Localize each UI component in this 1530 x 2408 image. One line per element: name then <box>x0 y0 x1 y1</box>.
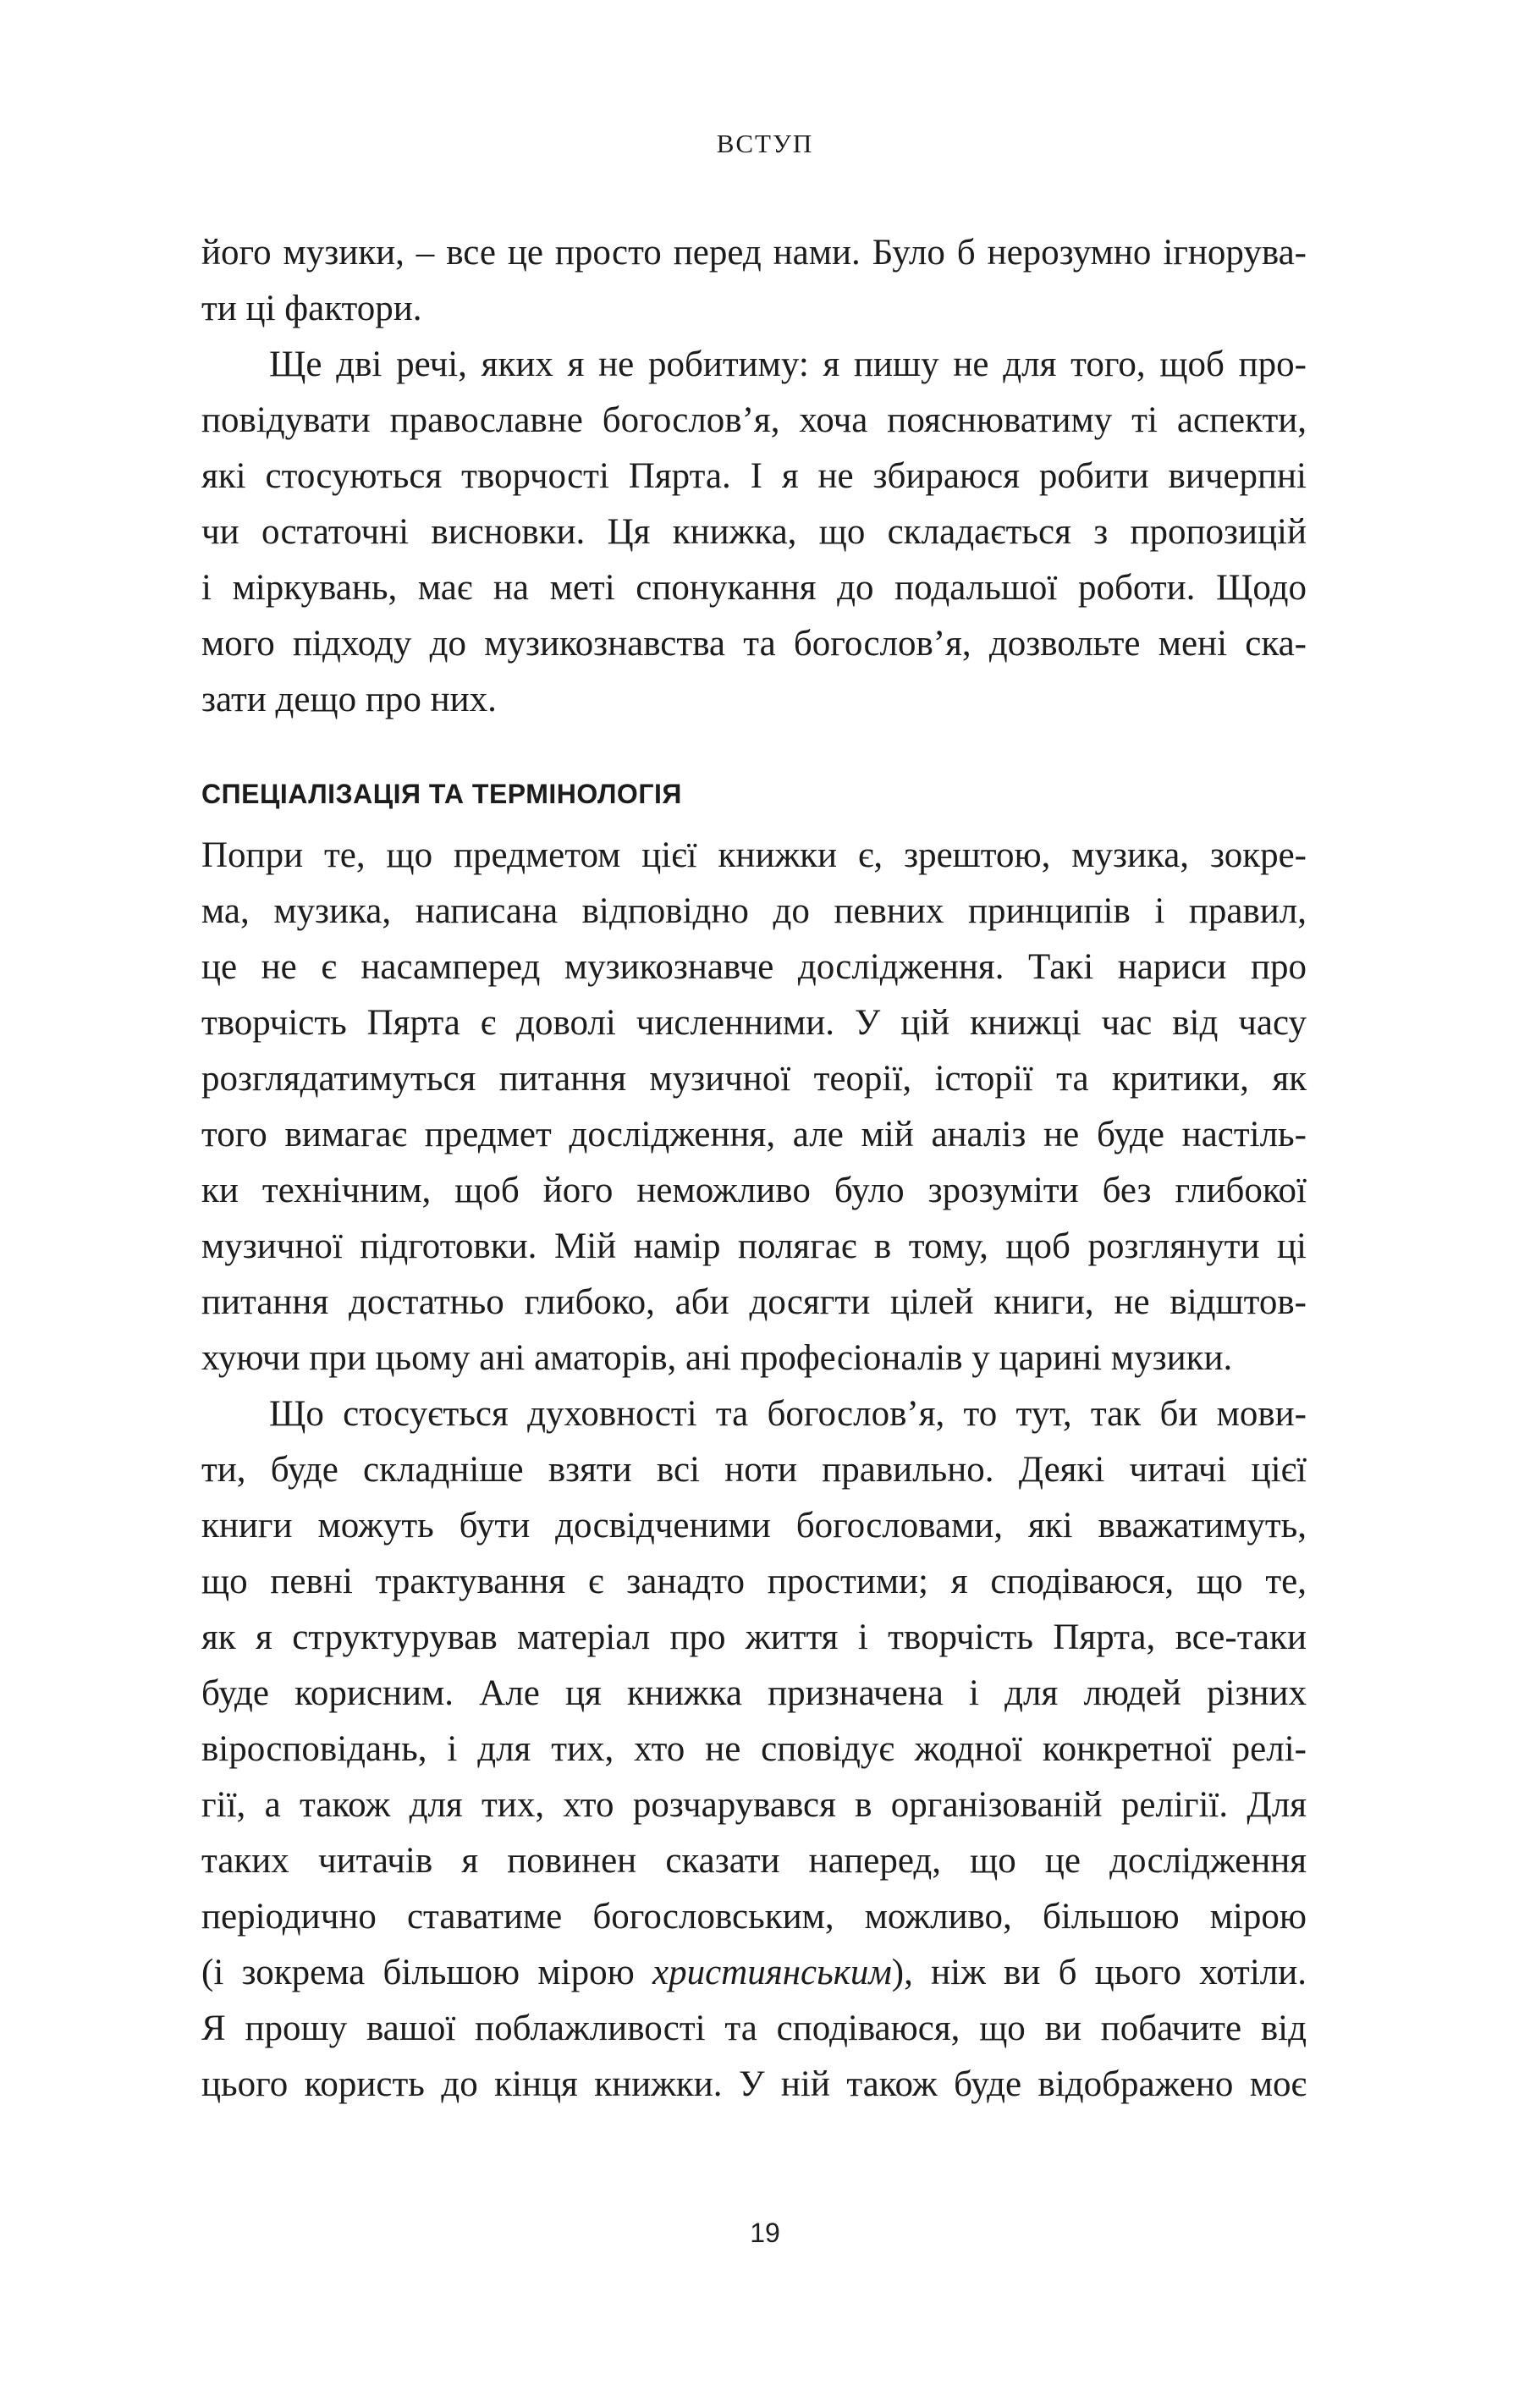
text-line: як я структурував матеріал про життя і творчість Пярта, все-таки <box>201 1617 1307 1657</box>
text-line: Ще дві речі, яких я не робитиму: я пишу не для того, щоб про- <box>269 344 1307 384</box>
text-line-with-italic <box>201 1945 1307 2001</box>
text-line: цього користь до кінця книжки. У ній також буде відображено моє <box>201 2064 1307 2104</box>
text-line: і міркувань, має на меті спонукання до подальшої роботи. Щодо <box>201 568 1307 608</box>
italic-term: християнським <box>652 1953 892 1992</box>
text-line: мого підходу до музикознавства та богослов’я, дозвольте мені ска- <box>201 624 1307 664</box>
text-line: Попри те, що предметом цієї книжки є, зрештою, музика, зокре- <box>201 835 1307 875</box>
text-line: творчість Пярта є доволі численними. У цій книжці час від часу <box>201 1003 1307 1043</box>
text-line: Що стосується духовності та богослов’я, то тут, так би мови- <box>269 1394 1307 1434</box>
text-fragment: (і зокрема більшою мірою <box>201 1953 652 1992</box>
text-line: того вимагає предмет дослідження, але мій аналіз не буде настіль- <box>201 1115 1307 1154</box>
text-line: музичної підготовки. Мій намір полягає в тому, щоб розглянути ці <box>201 1226 1307 1266</box>
text-line: ти, буде складніше взяти всі ноти правильно. Деякі читачі цієї <box>201 1450 1307 1490</box>
text-line: які стосуються творчості Пярта. І я не збираюся робити вичерпні <box>201 456 1307 496</box>
text-line: віросповідань, і для тих, хто не сповідує жодної конкретної релі- <box>201 1729 1307 1769</box>
text-line: його музики, – все це просто перед нами. Було б нерозумно ігнорува- <box>201 233 1307 273</box>
text-line: книги можуть бути досвідченими богословами, які вважатимуть, <box>201 1506 1307 1546</box>
text-line: ма, музика, написана відповідно до певних принципів і правил, <box>201 891 1307 931</box>
text-line: зати дещо про них. <box>201 680 497 719</box>
section-text-block <box>201 828 1307 2113</box>
text-line: хуючи при цьому ані аматорів, ані професіоналів у царині музики. <box>201 1338 1233 1378</box>
text-line: питання достатньо глибоко, аби досягти цілей книги, не відштов- <box>201 1282 1307 1322</box>
text-line: що певні трактування є занадто простими; я сподіваюся, що те, <box>201 1562 1307 1601</box>
section-heading: СПЕЦІАЛІЗАЦІЯ ТА ТЕРМІНОЛОГІЯ <box>201 779 682 809</box>
text-fragment: ), ніж ви б цього хотіли. <box>891 1953 1307 1992</box>
text-line: таких читачів я повинен сказати наперед, що це дослідження <box>201 1841 1307 1881</box>
text-line: буде корисним. Але ця книжка призначена і для людей різних <box>201 1673 1307 1713</box>
text-line: розглядатимуться питання музичної теорії, історії та критики, як <box>201 1059 1307 1099</box>
text-line: ки технічним, щоб його неможливо було зрозуміти без глибокої <box>201 1171 1307 1210</box>
page-number: 19 <box>750 2218 780 2248</box>
text-line: періодично ставатиме богословським, можливо, більшою мірою <box>201 1897 1307 1937</box>
text-line: гії, а також для тих, хто розчарувався в організованій релігії. Для <box>201 1785 1307 1825</box>
running-head: ВСТУП <box>716 129 814 158</box>
text-line: Я прошу вашої поблажливості та сподіваюся, що ви побачите від <box>201 2009 1307 2048</box>
text-line: ти ці фактори. <box>201 289 422 328</box>
intro-text-block <box>201 225 1307 728</box>
text-line: чи остаточні висновки. Ця книжка, що складається з пропозицій <box>201 512 1307 552</box>
text-line: це не є насамперед музикознавче дослідження. Такі нариси про <box>201 947 1307 987</box>
text-line: повідувати православне богослов’я, хоча пояснюватиму ті аспекти, <box>201 400 1307 440</box>
